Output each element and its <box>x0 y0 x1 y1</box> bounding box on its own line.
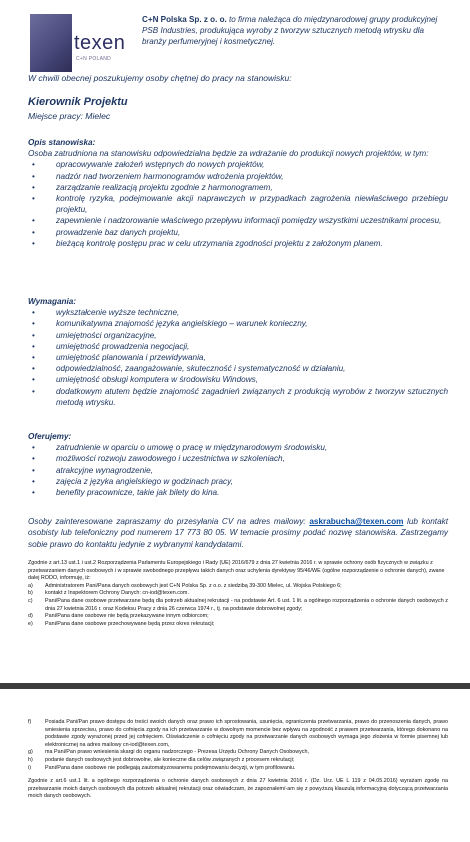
list-item: • wykształcenie wyższe techniczne, <box>28 307 448 318</box>
gdpr-item-text: ma Pani/Pan prawo wniesienia skargi do organu nadzorczego - Prezesa Urzędu Ochrony Danych Osobowych, <box>45 749 309 756</box>
contact-email-link[interactable]: askrabucha@texen.com <box>309 517 404 526</box>
job-location: Miejsce pracy: Mielec <box>28 111 111 121</box>
requirements-section <box>28 296 448 408</box>
list-item: • benefity pracownicze, takie jak bilety do kina. <box>28 487 448 498</box>
list-item: • możliwości rozwoju zawodowego i uczestnictwa w szkoleniach, <box>28 453 448 464</box>
closing-text-start: Osoby zainteresowane zapraszamy do przesyłania CV na adres mailowy: <box>28 517 310 526</box>
gdpr-marker: h) <box>28 756 33 763</box>
list-item: • prowadzenie baz danych projektu, <box>28 227 448 238</box>
list-item: • opracowywanie założeń wstępnych do nowych projektów, <box>28 159 448 170</box>
job-title: Kierownik Projektu <box>28 96 128 108</box>
gdpr-item <box>28 621 448 629</box>
gdpr-item <box>28 757 448 765</box>
gdpr-item-text: Administratorem Pani/Pana danych osobowych jest C+N Polska Sp. z o.o. z siedzibą 39-300 Mielec, ul. Wojska Polskiego 6; <box>45 582 342 589</box>
list-item: • umiejętności organizacyjne, <box>28 330 448 341</box>
company-description: to firma należąca do międzynarodowej grupy produkcyjnej PSB Industries, produkująca wyroby z tworzyw sztucznych metodą wtrysku dla branży perfumeryjnej i kosmetycznej. <box>142 15 438 47</box>
company-logo <box>30 14 138 72</box>
list-item: • bieżącą kontrolę postępu prac w celu utrzymania zgodności projektu z założonym planem. <box>28 238 448 249</box>
gdpr-list <box>28 719 448 772</box>
gdpr-item-text: Pani/Pana dane osobowe nie podlegają zautomatyzowanemu podejmowaniu decyzji, w tym profilowaniu. <box>45 764 296 771</box>
offer-list <box>28 442 448 498</box>
gdpr-marker: i) <box>28 764 31 771</box>
gdpr-marker: a) <box>28 582 33 589</box>
gdpr-list <box>28 583 448 629</box>
list-item: • nadzór nad tworzeniem harmonogramów wdrożenia projektów, <box>28 171 448 182</box>
gdpr-item-text: Pani/Pana dane osobowe przechowywane będą przez okres rekrutacji; <box>45 620 215 627</box>
consent-statement: Zgodnie z art.6 ust.1 lit. a ogólnego rozporządzenia o ochronie danych osobowych z dnia 27 kwietnia 2016 r. (Dz. Urz. UE L 119 z 04.05.2016) wyrażam zgodę na przetwarzanie moich danych osobowych dla potrzeb aktualnej rekrutacji oraz oświadczam, że zapoznałem/-am się z powyższą klauzulą informacyjną dotyczącą przetwarzania moich danych osobowych. <box>28 778 448 800</box>
requirements-heading: Wymagania: <box>28 297 77 306</box>
list-item: • komunikatywna znajomość języka angielskiego – warunek konieczny, <box>28 318 448 329</box>
list-item: • zapewnienie i nadzorowanie właściwego przepływu informacji pomiędzy wszystkimi uczestnikami procesu, <box>28 215 448 226</box>
list-item: • zarządzanie realizacją projektu zgodnie z harmonogramem, <box>28 182 448 193</box>
gdpr-item <box>28 598 448 613</box>
gdpr-clause <box>28 560 448 628</box>
gdpr-marker: d) <box>28 613 33 620</box>
list-item: • zatrudnienie w oparciu o umowę o pracę w międzynarodowym środowisku, <box>28 442 448 453</box>
gdpr-item-text: kontakt z Inspektorem Ochrony Danych: cn-iod@texen.com. <box>45 590 189 597</box>
list-item: • umiejętność obsługi komputera w środowisku Windows, <box>28 374 448 385</box>
list-item: • kontrolę ryzyka, podejmowanie akcji naprawczych w przypadkach zagrożenia niewłaściwego przebiegu projektu, <box>28 193 448 215</box>
lead-sentence: W chwili obecnej poszukujemy osoby chętnej do pracy na stanowisku: <box>28 73 292 83</box>
logo-subtitle: C+N POLAND <box>76 56 112 62</box>
gdpr-marker: b) <box>28 590 33 597</box>
gdpr-marker: e) <box>28 620 33 627</box>
closing-text-end: lub kontakt osobisty lub telefoniczny pod numerem 17 773 80 05. W temacie prosimy podać nozwę stanowiska. Zastrzegamy sobie prawo do kontaktu jedynie z wybranymi kandydatami. <box>28 517 449 549</box>
gdpr-item <box>28 583 448 591</box>
gdpr-marker: f) <box>28 719 32 725</box>
gdpr-item <box>28 765 448 773</box>
gdpr-item-text: podanie danych osobowych jest dobrowolne, ale konieczne dla celów związanych z procesem rekrutacji; <box>45 756 295 763</box>
description-heading: Opis stanowiska: <box>28 138 96 147</box>
list-item: • atrakcyjne wynagrodzenie, <box>28 465 448 476</box>
list-item: • umiejętność planowania i przewidywania, <box>28 352 448 363</box>
requirements-list <box>28 307 448 408</box>
page-break-divider <box>0 683 470 689</box>
gdpr-item-text: Pani/Pana dane osobowe przetwarzane będą dla potrzeb aktualnej rekrutacji - na podstawie Art. 6 ust. 1 lit. a ogólnego rozporządzenia o ochronie danych osobowych z dnia 27 kwietnia 2016 r. oraz Kodeksu Pracy z dnia 26 czerwca 1974 r., tj. na podstawie dobrowolnej zgody; <box>45 597 448 612</box>
company-name: C+N Polska Sp. z o. o. <box>142 15 227 24</box>
gdpr-item <box>28 613 448 621</box>
description-list <box>28 159 448 249</box>
list-item: • zajęcia z języka angielskiego w godzinach pracy, <box>28 476 448 487</box>
list-item: • odpowiedzialność, zaangażowanie, skuteczność i systematyczność w działaniu, <box>28 363 448 374</box>
closing-paragraph <box>28 516 448 550</box>
gdpr-item <box>28 590 448 598</box>
offer-section <box>28 431 448 498</box>
gdpr-marker: g) <box>28 749 33 756</box>
gdpr-clause-continued <box>28 719 448 801</box>
gdpr-intro: Zgodnie z art.13 ust.1 i ust.2 Rozporządzenia Parlamentu Europejskiego i Rady (UE) 2016/679 z dnia 27 kwietnia 2016 r. w sprawie ochrony osób fizycznych w związku z przetwarzaniem danych osobowych i w sprawie swobodnego przepływu takich danych oraz uchylenia dyrektywy 95/46/WE (ogólne rozporządzenie o ochronie danych), zwane dalej RODO, informuję, iż: <box>28 560 445 582</box>
description-section <box>28 137 448 249</box>
offer-heading: Oferujemy: <box>28 432 72 441</box>
gdpr-item <box>28 749 448 757</box>
gdpr-item-text: Posiada Pani/Pan prawo dostępu do treści swoich danych oraz prawo ich sprostowania, usunięcia, ograniczenia przetwarzania, prawo do przenoszenia danych, prawo wniesienia sprzeciwu, prawo do cofnięcia zgody na ich przetwarzanie w dowolnym momencie bez wpływu na zgodność z prawem przetwarzania, którego dokonano na podstawie zgody wyrażonej przed jej cofnięciem. Oświadczenie o cofnięciu zgody na przetwarzanie danych osobowych wymaga jego złożenia w formie pisemnej lub elektronicznej na adres mailowy cn-iod@texen.com, <box>45 719 448 748</box>
description-paragraph: Osoba zatrudniona na stanowisku odpowiedzialna będzie za wdrażanie do produkcji nowych projektów, w tym: <box>28 149 429 159</box>
gdpr-item-text: Pani/Pana dane osobowe nie będą przekazywane innym odbiorcom; <box>45 613 209 620</box>
list-item: • dodatkowym atutem będzie znajomość zagadnień związanych z produkcją wyrobów z tworzyw sztucznych metodą wtrysku. <box>28 386 448 408</box>
gdpr-item <box>28 719 448 749</box>
logo-wordmark: texen <box>74 32 126 54</box>
logo-square <box>30 14 72 72</box>
company-intro <box>142 14 442 47</box>
gdpr-marker: c) <box>28 597 33 604</box>
list-item: • umiejętność prowadzenia negocjacji, <box>28 341 448 352</box>
